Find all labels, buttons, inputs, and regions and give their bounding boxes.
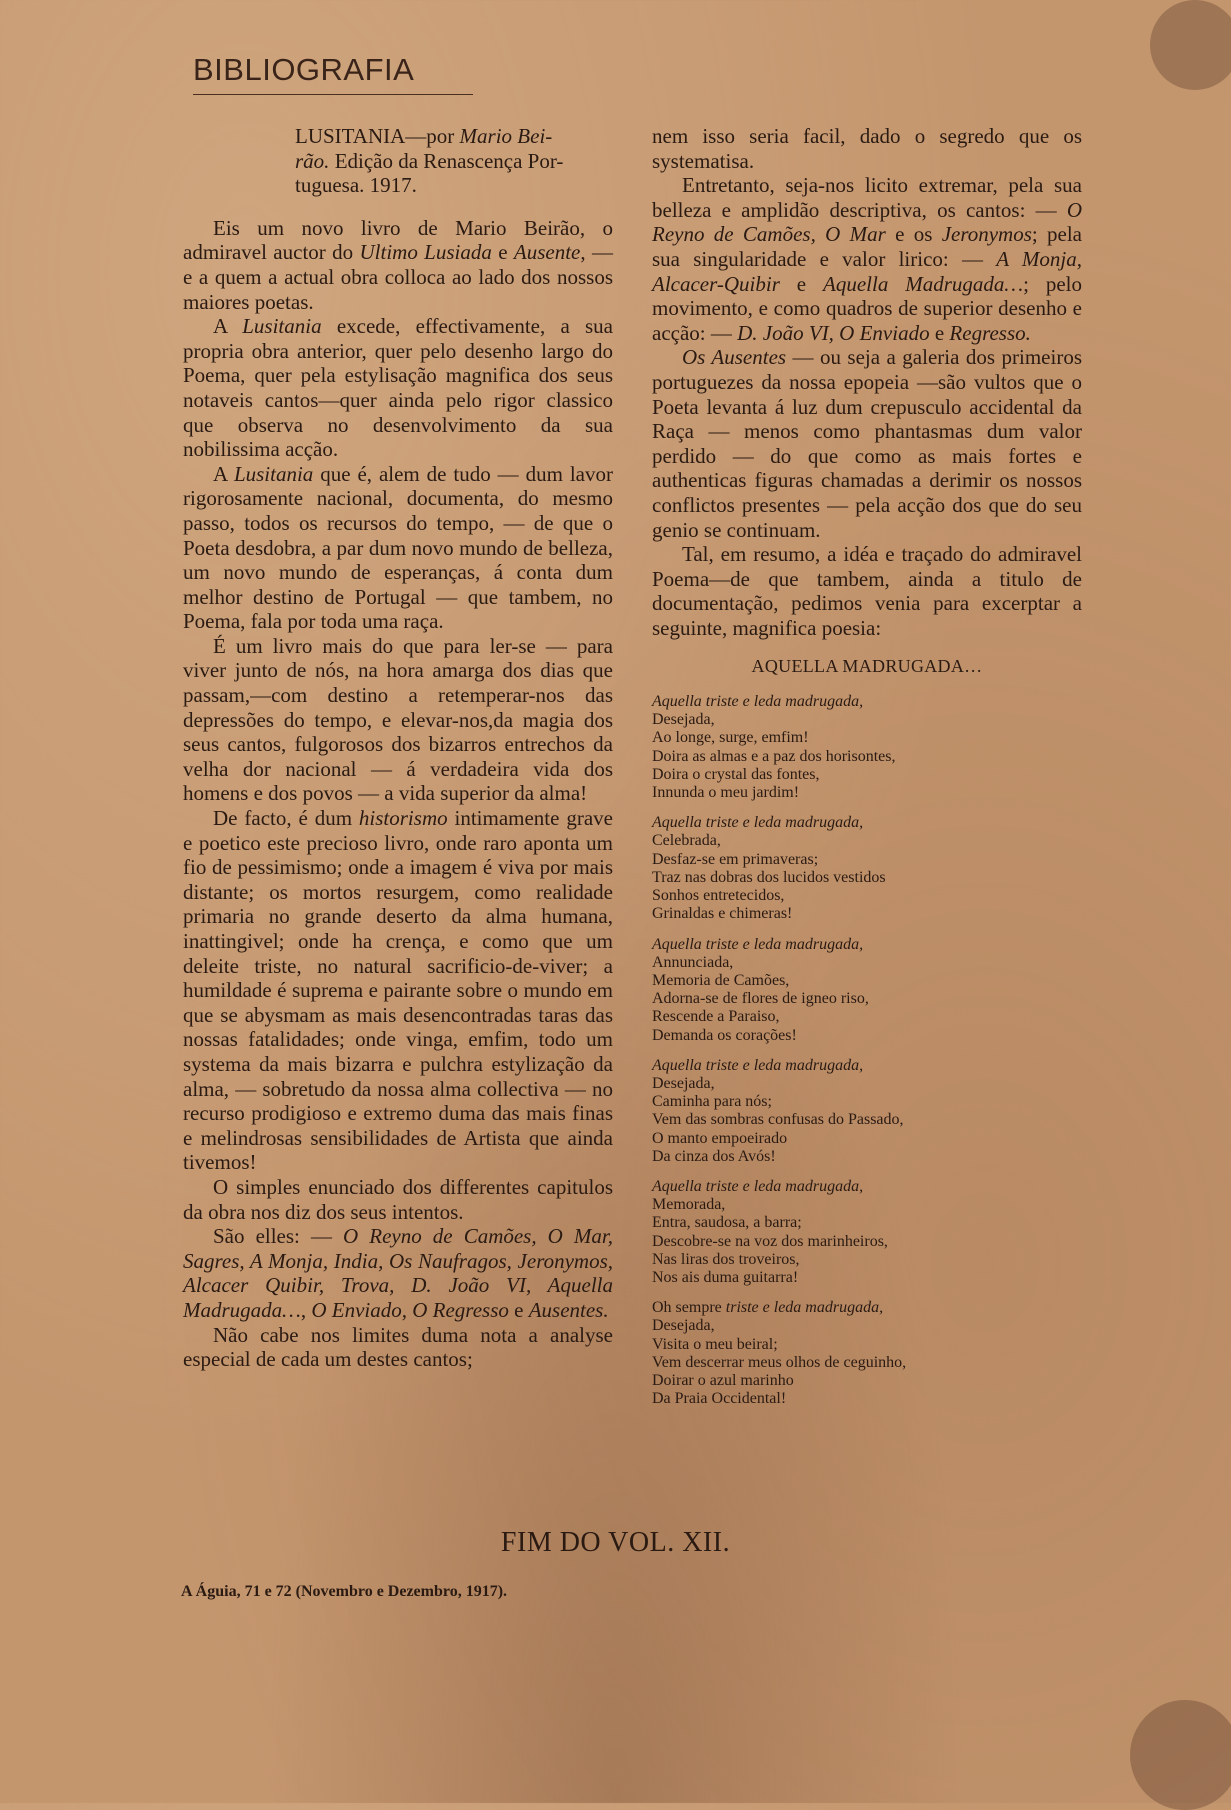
poem-line: Descobre-se na voz dos marinheiros, <box>652 1232 888 1250</box>
poem-line: Nos ais duma guitarra! <box>652 1268 799 1286</box>
paragraph: Os Ausentes — ou seja a galeria dos primeiros portuguezes da nossa epopeia —são vultos que o Poeta levanta á luz dum crepusculo accidental da Raça — menos como phantasmas dum valor perdido — do que como as mais fortes e authenticas figuras chamadas a derimir os nossos conflictos presentes — pela acção dos que do seu genio se continuam. <box>652 345 1082 542</box>
poem-line: Doirar o azul marinho <box>652 1371 794 1389</box>
paragraph: O simples enunciado dos differentes capitulos da obra nos diz dos seus intentos. <box>183 1174 613 1224</box>
paragraph: São elles: — O Reyno de Camões, O Mar, Sagres, A Monja, India, Os Naufragos, Jeronymos, Alcacer Quibir, Trova, D. João VI, Aquella Madrugada…, O Enviado, O Regresso e Ausentes. <box>183 1224 613 1322</box>
poem-line: Desejada, <box>652 711 715 729</box>
paragraph: A Lusitania que é, alem de tudo — dum lavor rigorosamente nacional, documenta, do mesmo passo, todos os recursos do tempo, — de que o Poeta desdobra, a par dum novo mundo de belleza, um novo mundo de esperanças, á conta dum melhor destino de Portugal — que tambem, no Poema, fala por toda uma raça. <box>183 461 613 634</box>
poem-line: Memoria de Camões, <box>652 971 790 989</box>
entry-publisher-cont: tuguesa. 1917. <box>295 173 417 198</box>
poem-line: O manto empoeirado <box>652 1129 788 1147</box>
poem-line: Desejada, <box>652 1317 715 1335</box>
entry-title: LUSITANIA—por <box>295 124 460 148</box>
entry-publisher: Edição da Renascença Por- <box>329 148 564 173</box>
poem-line: Caminha para nós; <box>652 1093 772 1111</box>
poem-line: Rescende a Paraiso, <box>652 1008 780 1026</box>
right-body-text <box>652 124 1082 640</box>
paragraph: Tal, em resumo, a idéa e traçado do admiravel Poema—de que tambem, ainda a titulo de documentação, pedimos venia para excerptar a seguinte, magnifica poesia: <box>652 542 1082 640</box>
entry-author-cont: rão. <box>295 148 330 173</box>
poem-line: Oh sempre triste e leda madrugada, <box>652 1299 884 1317</box>
poem-stanza <box>652 1057 1082 1166</box>
poem-line: Vem descerrar meus olhos de ceguinho, <box>652 1353 907 1371</box>
poem-line: Adorna-se de flores de igneo riso, <box>652 990 869 1008</box>
poem-line: Nas liras dos troveiros, <box>652 1250 800 1268</box>
entry-author: Mario Bei- <box>459 124 553 148</box>
poem-line: Desfaz-se em primaveras; <box>652 850 819 868</box>
left-column <box>183 124 613 1372</box>
poem-line: Memorada, <box>652 1196 726 1214</box>
end-of-volume: FIM DO VOL. XII. <box>500 1527 731 1558</box>
poem-line: Aquella triste e leda madrugada, <box>652 693 864 711</box>
poem-line: Aquella triste e leda madrugada, <box>652 935 864 953</box>
poem-line: Doira o crystal das fontes, <box>652 765 820 783</box>
poem-line: Doira as almas e a paz dos horisontes, <box>652 747 896 765</box>
paragraph: Eis um novo livro de Mario Beirão, o admiravel auctor do Ultimo Lusiada e Ausente, — e a quem a actual obra colloca ao lado dos nossos maiores poetas. <box>183 215 613 314</box>
poem-line: Entra, saudosa, a barra; <box>652 1214 802 1232</box>
paragraph: Não cabe nos limites duma nota a analyse especial de cada um destes cantos; <box>183 1322 613 1372</box>
poem-line: Sonhos entretecidos, <box>652 887 785 905</box>
poem-line: Demanda os corações! <box>652 1026 797 1044</box>
paper-stain <box>1130 1700 1231 1810</box>
poem-stanza <box>652 1299 1082 1408</box>
paragraph: Entretanto, seja-nos licito extremar, pela sua belleza e amplidão descriptiva, os cantos: — O Reyno de Camões, O Mar e os Jeronymos; pela sua singularidade e valor lirico: — A Monja, Alcacer-Quibir e Aquella Madrugada…; pelo movimento, e como quadros de superior desenho e acção: — D. João VI, O Enviado e Regresso. <box>652 173 1083 345</box>
poem <box>652 693 1082 1408</box>
poem-line: Visita o meu beiral; <box>652 1335 778 1353</box>
poem-line: Aquella triste e leda madrugada, <box>652 1056 864 1074</box>
paragraph: nem isso seria facil, dado o segredo que os systematisa. <box>652 124 1082 173</box>
poem-line: Da Praia Occidental! <box>652 1390 787 1408</box>
poem-line: Da cinza dos Avós! <box>652 1147 776 1165</box>
paragraph: A Lusitania excede, effectivamente, a sua propria obra anterior, quer pelo desenho largo do Poema, quer pela estylisação magnifica dos seus notaveis cantos—quer ainda pelo rigor classico que observa no desenvolvimento da sua nobilissima acção. <box>183 314 614 462</box>
poem-stanza <box>652 936 1082 1045</box>
poem-line: Vem das sombras confusas do Passado, <box>652 1111 904 1129</box>
poem-line: Ao longe, surge, emfim! <box>652 729 809 747</box>
paragraph: É um livro mais do que para ler-se — para viver junto de nós, na hora amarga dos dias que passam,—com destino a retemperar-nos das depressões do tempo, e elevar-nos,da magia dos seus cantos, fulgorosos dos bizarros entrechos da velha dor nacional — á verdadeira vida dos homens e dos povos — a vida superior da alma! <box>183 633 613 806</box>
left-body-text <box>183 216 613 1372</box>
poem-line: Aquella triste e leda madrugada, <box>652 1177 864 1195</box>
right-column <box>652 124 1082 1420</box>
section-heading: BIBLIOGRAFIA <box>193 52 473 95</box>
poem-line: Aquella triste e leda madrugada, <box>652 814 864 832</box>
poem-stanza <box>652 814 1082 923</box>
paragraph: De facto, é dum historismo intimamente grave e poetico este precioso livro, onde raro aponta um fio de pessimismo; onde a imagem é viva por mais distante; os mortos resurgem, como realidade primaria no grande deserto da alma humana, inattingivel; onde ha crença, e como que um deleite triste, no natural sacrificio-de-viver; a humildade é suprema e pairante sobre o mundo em que se abysmam as mais desencontradas taras das nossas fatalidades; onde vinga, emfim, todo um systema da mais bizarra e pulchra estylização da alma, — sobretudo da nossa alma collectiva — no recurso prodigioso e extremo duma das mais finas e melindrosas sensibilidades de Artista que ainda tivemos! <box>183 806 613 1175</box>
poem-line: Annunciada, <box>652 953 734 971</box>
poem-line: Traz nas dobras dos lucidos vestidos <box>652 868 886 886</box>
poem-line: Celebrada, <box>652 832 721 850</box>
bibliography-entry <box>183 124 613 198</box>
paper-stain <box>1150 0 1231 90</box>
poem-line: Desejada, <box>652 1074 715 1092</box>
poem-line: Grinaldas e chimeras! <box>652 905 793 923</box>
poem-title: AQUELLA MADRUGADA… <box>751 656 983 677</box>
poem-stanza <box>652 693 1082 802</box>
poem-stanza <box>652 1178 1082 1287</box>
poem-line: Innunda o meu jardim! <box>652 784 800 802</box>
page-footer: A Águia, 71 e 72 (Novembro e Dezembro, 1917). <box>181 1583 508 1600</box>
